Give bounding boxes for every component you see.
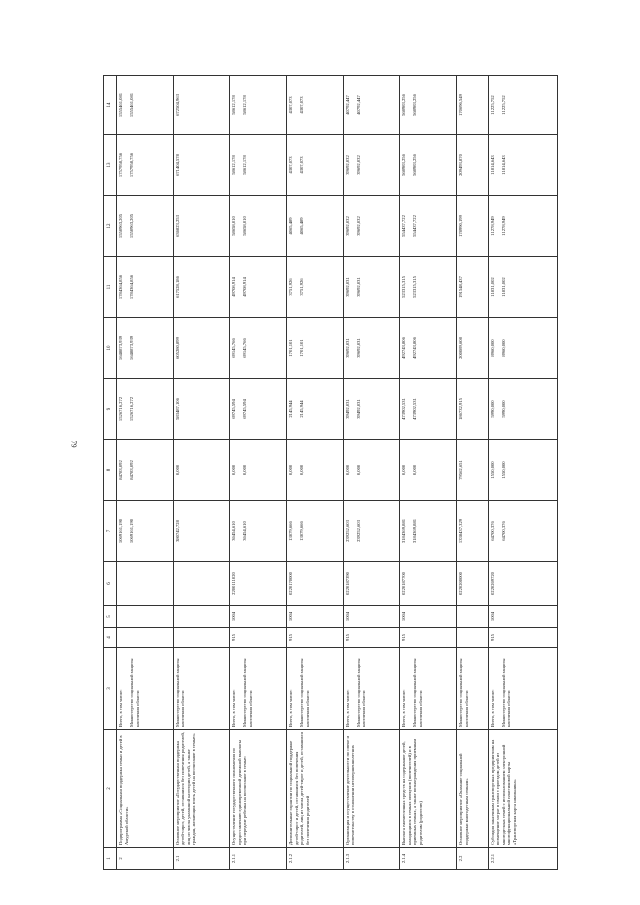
value-cell (457, 257, 489, 318)
value-cell (173, 257, 230, 318)
cell-text: 2200111020 (231, 572, 237, 595)
cell-text: Всего, в том числе: (288, 689, 294, 727)
cell-text: 915 (401, 634, 407, 641)
responsible-cell (173, 648, 230, 730)
cell-text: Министерство социальной защиты населения области (500, 658, 512, 727)
cell-text: 1550,000 (500, 461, 506, 479)
cell-text: 1004 (288, 611, 294, 622)
cell-text: 2.2 (458, 855, 464, 862)
cell-text: 0220170000 (288, 572, 294, 595)
row-number (457, 848, 489, 870)
value-cell (488, 318, 557, 379)
cell-text: 4307,073 (288, 96, 294, 114)
cell-text: 0,000 (344, 464, 350, 476)
measure-name (488, 730, 557, 848)
cell-text: 1338437,329 (458, 518, 464, 544)
cell-text: 8960,000 (500, 339, 506, 357)
cell-text: 915 (344, 634, 350, 641)
value-cell (117, 76, 174, 135)
column-header: 1 (104, 848, 117, 870)
value-cell (343, 76, 400, 135)
code-csr (173, 562, 230, 606)
cell-text: 0,000 (288, 464, 294, 476)
cell-text: 69745,594 (231, 399, 237, 419)
code-grbs (457, 628, 489, 648)
column-header: 10 (104, 318, 117, 379)
cell-text: 473902,531 (401, 398, 407, 420)
table-body (117, 76, 558, 870)
responsible-cell (400, 648, 457, 730)
cell-text: 1004 (401, 611, 407, 622)
table-row (400, 76, 457, 870)
value-cell (488, 379, 557, 440)
cell-text: 492743,806 (412, 337, 418, 359)
cell-text: Всего, в том числе: (401, 689, 407, 727)
cell-text: 0,000 (412, 464, 418, 476)
row-number (343, 848, 400, 870)
cell-text: 1701,101 (288, 339, 294, 357)
column-header: 12 (104, 196, 117, 257)
value-cell (117, 257, 174, 318)
code-grbs (173, 628, 230, 648)
cell-text: 36454,610 (231, 521, 237, 541)
cell-text: Министерство социальной защиты населения области (458, 658, 469, 727)
cell-text: 11278,949 (489, 216, 495, 236)
value-cell (343, 196, 400, 257)
value-cell (230, 257, 287, 318)
value-cell (287, 196, 344, 257)
column-header: 4 (104, 628, 117, 648)
value-cell (343, 257, 400, 318)
page-number: 79 (69, 440, 78, 448)
cell-text: 39492,031 (344, 399, 350, 419)
value-cell (230, 196, 287, 257)
table-row (287, 76, 344, 870)
cell-text: 40792,447 (344, 95, 350, 115)
cell-text: 58658,010 (231, 216, 237, 236)
cell-text: 178990,199 (458, 215, 464, 237)
cell-text: 13079,666 (288, 521, 294, 541)
value-cell (400, 379, 457, 440)
value-cell (173, 318, 230, 379)
cell-text: 0,000 (355, 464, 361, 476)
value-cell (117, 318, 174, 379)
cell-text: 1784364,856 (129, 274, 134, 300)
cell-text: 0,000 (231, 464, 237, 476)
cell-text: 2.2.1 (489, 853, 495, 864)
code-csr (343, 562, 400, 606)
table-row (457, 76, 489, 870)
cell-text: 2.1.4 (401, 853, 407, 864)
cell-text: 58612,178 (242, 155, 248, 175)
cell-text: 239252,603 (344, 520, 350, 542)
table-row (117, 76, 174, 870)
value-cell (400, 135, 457, 196)
cell-text: Подпрограмма «Социальная поддержка семьи и детей в Амурской области» (118, 735, 129, 845)
cell-text: 1757958,756 (118, 152, 123, 178)
value-cell (117, 379, 174, 440)
cell-text: 1784364,856 (118, 274, 123, 300)
cell-text: 636823,253 (174, 215, 180, 237)
column-header: 14 (104, 76, 117, 135)
cell-text: 0,000 (299, 464, 305, 476)
cell-text: 380742,728 (174, 520, 180, 542)
cell-text: 64700,376 (500, 521, 506, 541)
cell-text: 671404,578 (174, 154, 180, 176)
cell-text: 915 (288, 634, 294, 641)
cell-text: 39692,032 (355, 155, 361, 175)
value-cell (488, 196, 557, 257)
value-cell (287, 318, 344, 379)
responsible-cell (457, 648, 489, 730)
column-header: 8 (104, 440, 117, 501)
code-csr (117, 562, 174, 606)
cell-text: Осуществление государственного полномочия по предоставлению единовременной денежной выплаты при передаче ребенка на воспитание в семью (231, 740, 248, 845)
cell-text: 69745,594 (242, 399, 248, 419)
code-rzpr (343, 606, 400, 628)
cell-text: 0,000 (174, 464, 180, 476)
code-rzpr (457, 606, 489, 628)
value-cell (173, 501, 230, 562)
value-cell (230, 135, 287, 196)
cell-text: 39692,031 (344, 277, 350, 297)
code-csr (457, 562, 489, 606)
value-cell (488, 76, 557, 135)
cell-text: 36454,610 (242, 521, 248, 541)
measure-name (117, 730, 174, 848)
code-grbs (230, 628, 287, 648)
cell-text: 568983,256 (401, 94, 407, 116)
cell-text: Министерство социальной защиты населения области (129, 658, 140, 727)
value-cell (400, 196, 457, 257)
measure-name (173, 730, 230, 848)
value-cell (287, 135, 344, 196)
column-header: 9 (104, 379, 117, 440)
cell-text: 1004 (344, 611, 350, 622)
measure-name (457, 730, 489, 848)
column-header: 2 (104, 730, 117, 848)
code-grbs (117, 628, 174, 648)
cell-text: 1701,101 (299, 339, 305, 357)
cell-text: 1555461,081 (129, 92, 134, 118)
cell-text: 915 (489, 634, 495, 641)
value-cell (457, 135, 489, 196)
cell-text: 605280,899 (174, 337, 180, 359)
responsible-cell (488, 648, 557, 730)
cell-text: 11225,752 (489, 95, 495, 115)
cell-text: 5990,000 (489, 400, 495, 418)
value-cell (287, 440, 344, 501)
value-cell (173, 196, 230, 257)
cell-text: 39692,032 (344, 216, 350, 236)
cell-text: 617528,186 (174, 276, 180, 298)
table-frame (103, 75, 558, 870)
cell-text: 239252,603 (355, 520, 361, 542)
cell-text: Всего, в том числе: (489, 689, 495, 727)
responsible-cell (287, 648, 344, 730)
cell-text: 0220200000 (458, 572, 464, 595)
cell-text: 69145,766 (242, 338, 248, 358)
cell-text: 58612,178 (242, 95, 248, 115)
responsible-cell (230, 648, 287, 730)
cell-text: 4307,073 (299, 96, 305, 114)
cell-text: 3751,926 (299, 278, 305, 296)
cell-text: 40792,447 (355, 95, 361, 115)
cell-text: 186732,915 (458, 398, 464, 420)
cell-text: Дополнительные гарантии по социальной поддержке детей-сирот и детей, оставшихся без попечения родителей, лиц из числа детей-сирот и детей, оставшихся без попечения родителей (288, 732, 310, 845)
cell-text: 4307,073 (299, 156, 305, 174)
cell-text: 1004 (231, 611, 237, 622)
column-header: 6 (104, 562, 117, 606)
cell-text: 1069161,190 (129, 518, 134, 544)
cell-text: 583487,106 (174, 398, 180, 420)
code-rzpr (287, 606, 344, 628)
cell-text: 2145,944 (288, 400, 294, 418)
value-cell (457, 318, 489, 379)
cell-text: Министерство социальной защиты населения области (412, 658, 423, 727)
cell-text: Основное мероприятие «Оказание социальной поддержки многодетным семьям» (458, 753, 469, 845)
cell-text: 1648873,939 (129, 335, 134, 361)
code-rzpr (173, 606, 230, 628)
value-cell (287, 76, 344, 135)
value-cell (173, 440, 230, 501)
row-number (173, 848, 230, 870)
cell-text: 0220269720 (489, 572, 495, 595)
cell-text: 64700,376 (489, 521, 495, 541)
cell-text: 84783,092 (129, 460, 134, 480)
table-row (343, 76, 400, 870)
cell-text: 11225,752 (500, 95, 506, 115)
cell-text: Основное мероприятие «Государственная поддержка детей-сирот, детей, оставшихся без попечения родителей, лиц из числа указанной категории детей, а также граждан, желающих взять детей на воспитание в семью» (174, 731, 197, 845)
value-cell (230, 76, 287, 135)
value-cell (343, 135, 400, 196)
cell-text: 568983,256 (412, 154, 418, 176)
value-cell (173, 379, 230, 440)
value-cell (230, 440, 287, 501)
cell-text: 1526716,272 (129, 396, 134, 422)
value-cell (230, 501, 287, 562)
value-cell (400, 501, 457, 562)
cell-text: 11814,643 (500, 155, 506, 175)
column-header: 5 (104, 606, 117, 628)
cell-text: 191548,437 (458, 276, 464, 298)
value-cell (488, 440, 557, 501)
cell-text: 2.1.3 (344, 853, 350, 864)
cell-text: 209493,870 (458, 154, 464, 176)
cell-text: 568983,256 (401, 154, 407, 176)
cell-text: Министерство социальной защиты населения области (299, 658, 310, 727)
value-cell (488, 257, 557, 318)
cell-text: 2.1 (174, 855, 180, 862)
cell-text: 58612,178 (231, 155, 237, 175)
value-cell (173, 76, 230, 135)
value-cell (343, 379, 400, 440)
cell-text: 492743,806 (401, 337, 407, 359)
cell-text: 523315,315 (412, 276, 418, 298)
code-grbs (488, 628, 557, 648)
cell-text: 554437,722 (401, 215, 407, 237)
value-cell (343, 318, 400, 379)
cell-text: 2.1.2 (288, 853, 294, 864)
measure-name (287, 730, 344, 848)
row-number (287, 848, 344, 870)
value-cell (488, 501, 557, 562)
cell-text: 1526716,272 (118, 396, 123, 422)
value-cell (400, 318, 457, 379)
cell-text: 11831,002 (489, 277, 495, 297)
cell-text: Всего, в том числе: (118, 689, 123, 727)
cell-text: 5990,000 (500, 400, 506, 418)
cell-text: 672504,963 (174, 94, 180, 116)
value-cell (400, 440, 457, 501)
cell-text: 2 (118, 857, 123, 860)
code-csr (488, 562, 557, 606)
cell-text: 79562,651 (458, 460, 464, 480)
header-row (104, 76, 117, 870)
cell-text: 3751,926 (288, 278, 294, 296)
cell-text: 0220187390 (344, 572, 350, 595)
cell-text: 523315,315 (401, 276, 407, 298)
cell-text: 4307,073 (288, 156, 294, 174)
cell-text: 3184369,881 (401, 518, 407, 544)
cell-text: 58612,178 (231, 95, 237, 115)
value-cell (457, 440, 489, 501)
cell-text: 39492,031 (355, 399, 361, 419)
cell-text: 0,000 (401, 464, 407, 476)
code-rzpr (117, 606, 174, 628)
cell-text: Министерство социальной защиты населения области (355, 658, 367, 727)
column-header: 11 (104, 257, 117, 318)
cell-text: 1069161,190 (118, 518, 123, 544)
value-cell (343, 501, 400, 562)
rotated-page (103, 75, 558, 870)
value-cell (457, 76, 489, 135)
cell-text: 39692,031 (355, 338, 361, 358)
value-cell (230, 379, 287, 440)
cell-text: 11278,949 (500, 216, 506, 236)
measure-name (400, 730, 457, 848)
value-cell (117, 196, 174, 257)
cell-text: 0220187700 (401, 572, 407, 595)
value-cell (457, 501, 489, 562)
cell-text: 2.1.1 (231, 853, 237, 864)
table-row (488, 76, 557, 870)
cell-text: 84783,092 (118, 460, 123, 480)
cell-text: 49708,914 (231, 277, 237, 297)
cell-text: 170696,549 (458, 94, 464, 116)
value-cell (117, 440, 174, 501)
cell-text: Всего, в том числе: (231, 689, 237, 727)
cell-text: Организация и осуществление деятельности по опеке и попечительству в отношении несовершеннолетних (344, 736, 356, 845)
cell-text: 58658,010 (242, 216, 248, 236)
column-header: 7 (104, 501, 117, 562)
code-csr (287, 562, 344, 606)
measure-name (230, 730, 287, 848)
cell-text: 200089,608 (458, 337, 464, 359)
cell-text: 39692,032 (355, 216, 361, 236)
value-cell (230, 318, 287, 379)
cell-text: 3184369,881 (412, 518, 418, 544)
value-cell (117, 501, 174, 562)
value-cell (400, 257, 457, 318)
value-cell (287, 501, 344, 562)
responsible-cell (343, 648, 400, 730)
cell-text: 39692,031 (355, 277, 361, 297)
cell-text: 1550,000 (489, 461, 495, 479)
row-number (488, 848, 557, 870)
budget-table (103, 75, 558, 870)
cell-text: 554437,722 (412, 215, 418, 237)
cell-text: 1004 (489, 611, 495, 622)
cell-text: 11831,002 (500, 277, 506, 297)
value-cell (117, 135, 174, 196)
cell-text: 915 (231, 634, 237, 641)
value-cell (457, 196, 489, 257)
cell-text: 1757958,756 (129, 152, 134, 178)
row-number (230, 848, 287, 870)
cell-text: 39692,032 (344, 155, 350, 175)
cell-text: Министерство социальной защиты населения области (242, 658, 253, 727)
code-csr (230, 562, 287, 606)
column-header: 3 (104, 648, 117, 730)
cell-text: Выплата ежемесячных средств на содержание детей, находящихся в семьях опекунов (попечителей) и в приемных семьях, а также вознаграждения приемным родителям (родителю) (401, 738, 423, 845)
cell-text: 49708,914 (242, 277, 248, 297)
column-header: 13 (104, 135, 117, 196)
value-cell (343, 440, 400, 501)
cell-text: 69145,766 (231, 338, 237, 358)
cell-text: 11814,643 (489, 155, 495, 175)
value-cell (173, 135, 230, 196)
row-number (400, 848, 457, 870)
table-row (230, 76, 287, 870)
responsible-cell (117, 648, 174, 730)
cell-text: 4065,489 (299, 217, 305, 235)
cell-text: Министерство социальной защиты населения области (174, 658, 186, 727)
cell-text: 1550963,205 (118, 213, 123, 239)
cell-text: Всего, в том числе: (344, 689, 350, 727)
table-row (173, 76, 230, 870)
cell-text: Субсидия заказчикам транспортных предприятиям на возмещение затрат в связи с проездом детей из многодетных семей с использованием электронной многофункциональной пластиковой карты «Транспортная карта школьника» (489, 739, 517, 845)
cell-text: 13079,666 (299, 521, 305, 541)
cell-text: 2145,944 (299, 400, 305, 418)
cell-text: 8960,000 (489, 339, 495, 357)
cell-text: 39692,031 (344, 338, 350, 358)
value-cell (457, 379, 489, 440)
value-cell (287, 257, 344, 318)
measure-name (343, 730, 400, 848)
value-cell (400, 76, 457, 135)
cell-text: 1550963,205 (129, 213, 134, 239)
value-cell (287, 379, 344, 440)
code-csr (400, 562, 457, 606)
cell-text: 473902,531 (412, 398, 418, 420)
code-grbs (400, 628, 457, 648)
value-cell (488, 135, 557, 196)
code-grbs (343, 628, 400, 648)
cell-text: 0,000 (242, 464, 248, 476)
code-rzpr (400, 606, 457, 628)
code-grbs (287, 628, 344, 648)
cell-text: 1648873,939 (118, 335, 123, 361)
cell-text: 4065,489 (288, 217, 294, 235)
cell-text: 568983,256 (412, 94, 418, 116)
code-rzpr (230, 606, 287, 628)
cell-text: 1555461,081 (118, 92, 123, 118)
code-rzpr (488, 606, 557, 628)
row-number (117, 848, 174, 870)
